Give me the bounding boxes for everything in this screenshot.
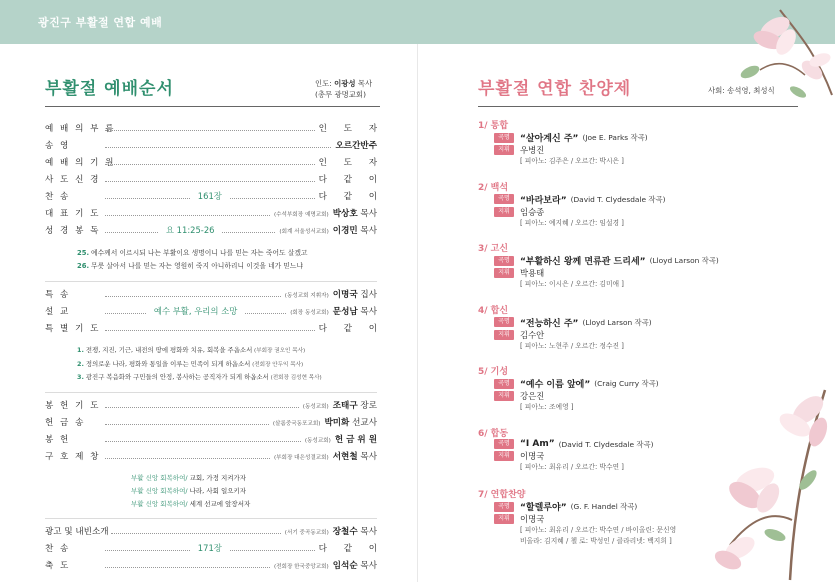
order-item-person bbox=[333, 305, 377, 317]
mc-info: 사회: 송석영, 최성식 bbox=[708, 86, 775, 95]
order-item bbox=[45, 288, 377, 305]
prayer-text: 전쟁, 지진, 기근, 내전의 땅에 평화와 치유, 회복을 주옵소서 bbox=[85, 346, 253, 354]
song-title-line bbox=[494, 254, 798, 267]
order-item-affiliation: (부회장 대은성결교회) bbox=[273, 454, 329, 461]
prayer-text: 정의로운 나라, 평화와 통일을 이루는 민족이 되게 하옵소서 bbox=[85, 359, 251, 368]
person-name: 이명국 bbox=[332, 290, 358, 300]
conductor-name: 임승종 bbox=[520, 206, 545, 217]
prayer-topics bbox=[45, 339, 377, 390]
dot-leader bbox=[222, 232, 275, 233]
order-item-person bbox=[319, 156, 384, 168]
accompanists-extra: 비올라: 김지혜 / 첼 로: 박성인 / 클라리넷: 백지희 ] bbox=[520, 537, 672, 545]
order-item-person bbox=[319, 122, 384, 134]
song-tag: 곡명 bbox=[494, 379, 514, 389]
person-title: 선교사 bbox=[349, 417, 377, 428]
slogan-line bbox=[131, 485, 377, 498]
order-item bbox=[45, 322, 384, 339]
person-name: 박미화 bbox=[324, 417, 350, 428]
order-item bbox=[45, 139, 377, 156]
song-title: “살아계신 주” bbox=[520, 134, 579, 144]
conductor-name: 박용태 bbox=[520, 268, 545, 278]
leader-info bbox=[315, 78, 405, 100]
order-item-label: 광고 및 내빈소개 bbox=[45, 526, 109, 537]
person-title: 목사 bbox=[357, 526, 377, 537]
leader-affiliation: (총무 광명교회) bbox=[315, 90, 366, 99]
person-name: 서현철 bbox=[332, 451, 358, 462]
dot-leader bbox=[105, 567, 270, 568]
order-item bbox=[45, 305, 377, 322]
order-item bbox=[45, 122, 384, 139]
order-item-person bbox=[333, 559, 377, 571]
song-title: “부활하신 왕께 면류관 드리세” bbox=[520, 257, 646, 267]
order-item-label: 특 송 bbox=[45, 290, 71, 300]
page-spine bbox=[417, 44, 418, 582]
verse-line bbox=[77, 260, 377, 273]
divider bbox=[45, 392, 377, 393]
slogan-lead: 부활 신앙 회복하여/ bbox=[131, 499, 188, 508]
song-entry bbox=[478, 118, 798, 180]
conductor-line bbox=[494, 144, 798, 156]
song-entry bbox=[478, 241, 798, 303]
leader-title: 목사 bbox=[355, 79, 373, 88]
responsive-slogans bbox=[45, 467, 377, 516]
song-title: “바라보라” bbox=[520, 195, 567, 206]
order-item-person bbox=[319, 173, 384, 185]
order-item-label: 설 교 bbox=[45, 307, 71, 317]
order-item bbox=[45, 173, 384, 190]
conductor-line bbox=[494, 267, 798, 279]
song-title: “할렐루야” bbox=[520, 503, 567, 513]
order-item bbox=[45, 450, 377, 467]
song-number: 5/ 기성 bbox=[478, 367, 509, 377]
order-item-person bbox=[335, 433, 377, 445]
order-item-label: 특 별 기 도 bbox=[45, 324, 101, 334]
header-title: 광진구 부활절 연합 예배 bbox=[38, 16, 163, 29]
order-item bbox=[45, 224, 377, 241]
song-composer: (Lloyd Larson 작곡) bbox=[582, 317, 652, 327]
verse-text: 무릇 살아서 나를 믿는 자는 영원히 죽지 아니하리니 이것을 네가 믿느냐 bbox=[91, 262, 304, 270]
conductor-tag: 지휘 bbox=[494, 207, 514, 217]
song-composer: (David T. Clydesdale 작곡) bbox=[558, 439, 654, 449]
dot-leader bbox=[105, 424, 269, 425]
order-item bbox=[45, 559, 377, 576]
dot-leader bbox=[105, 147, 331, 148]
order-item-label: 찬 송 bbox=[45, 192, 71, 202]
order-group-d bbox=[45, 525, 385, 576]
person-title: 목사 bbox=[357, 307, 378, 317]
song-tag: 곡명 bbox=[494, 133, 514, 143]
order-item-person bbox=[324, 416, 377, 428]
dot-leader bbox=[111, 533, 281, 534]
prayer-line bbox=[77, 344, 377, 358]
person-name: 다 같 이 bbox=[318, 192, 385, 202]
dot-leader bbox=[105, 313, 146, 314]
order-item-affiliation: (살롬중국동포교회) bbox=[272, 420, 321, 427]
order-item-detail: 171장 bbox=[197, 542, 222, 553]
order-item-affiliation: (수석부회장 예명교회) bbox=[273, 212, 329, 218]
prayer-number: 1. bbox=[77, 346, 84, 354]
dot-leader bbox=[105, 407, 299, 408]
conductor-tag: 지휘 bbox=[494, 514, 514, 524]
praise-festival-title: 부활절 연합 찬양제 bbox=[478, 79, 632, 99]
dot-leader bbox=[105, 296, 281, 297]
dot-leader bbox=[105, 441, 301, 442]
song-title: “전능하신 주” bbox=[520, 318, 579, 329]
divider bbox=[45, 518, 377, 519]
song-number: 2/ 백석 bbox=[478, 182, 509, 193]
prayer-line bbox=[77, 358, 377, 372]
song-composer: (G. F. Handel 작곡) bbox=[570, 502, 638, 511]
conductor-name: 강은진 bbox=[520, 391, 545, 401]
magnolia-top-icon bbox=[720, 0, 835, 110]
song-composer: (David T. Clydesdale 작곡) bbox=[570, 194, 666, 204]
scripture-verses bbox=[45, 241, 377, 279]
slogan-line bbox=[131, 498, 377, 511]
song-title: “I Am” bbox=[520, 439, 555, 449]
conductor-name: 이명국 bbox=[520, 450, 545, 461]
slogan-lead: 부활 신앙 회복하여/ bbox=[131, 486, 188, 495]
accompanists: [ 피아노: 조예영 ] bbox=[520, 403, 574, 411]
order-item-affiliation: (회계 서울성서교회) bbox=[279, 229, 329, 235]
order-item-affiliation: (동성교회) bbox=[304, 437, 331, 444]
order-item-affiliation: (동성교회 지휘자) bbox=[284, 293, 329, 299]
song-number: 4/ 합신 bbox=[478, 305, 509, 316]
verse-text: 예수께서 이르시되 나는 부활이요 생명이니 나를 믿는 자는 죽어도 살겠고 bbox=[91, 249, 308, 257]
order-item-label: 사 도 신 경 bbox=[45, 175, 101, 185]
order-item-person bbox=[333, 525, 377, 537]
song-title-line bbox=[494, 193, 798, 206]
order-item-label: 찬 송 bbox=[45, 543, 71, 554]
dot-leader bbox=[105, 198, 190, 199]
slogan-text: 세계 선교에 앞장서자 bbox=[187, 499, 251, 508]
accompanists: [ 피아노: 노현주 / 오르간: 정수진 ] bbox=[520, 341, 624, 350]
person-name: 장철수 bbox=[332, 526, 358, 537]
slogan-line bbox=[131, 472, 377, 485]
prayer-leader: (전회장 김성현 목사) bbox=[268, 375, 322, 381]
conductor-tag: 지휘 bbox=[494, 268, 514, 278]
prayer-text: 광진구 복음화와 구민들의 안정, 봉사하는 공직자가 되게 하옵소서 bbox=[85, 373, 269, 381]
dot-leader bbox=[105, 550, 190, 551]
order-item-label: 예 배 의 기 원 bbox=[45, 158, 116, 168]
person-title: 집사 bbox=[357, 290, 377, 300]
accompanists: [ 피아노: 예지혜 / 오르간: 임설경 ] bbox=[520, 218, 624, 227]
order-item-person bbox=[333, 207, 377, 219]
song-number: 7/ 연합찬양 bbox=[478, 490, 526, 500]
song-title: “예수 이름 앞에” bbox=[520, 380, 591, 390]
order-item-person bbox=[319, 190, 384, 202]
order-group-c bbox=[45, 399, 377, 467]
song-title-line bbox=[494, 316, 798, 329]
song-tag: 곡명 bbox=[494, 439, 514, 449]
person-name: 오르간반주 bbox=[335, 141, 377, 151]
person-name: 인 도 자 bbox=[318, 158, 384, 168]
order-item bbox=[45, 433, 377, 450]
accompanists: [ 피아노: 최유리 / 오르간: 박수연 / 바이올린: 문신영 bbox=[520, 526, 677, 534]
person-name: 임석순 bbox=[332, 560, 358, 571]
verse-number: 25. bbox=[77, 249, 90, 257]
accompanists: [ 피아노: 최유리 / 오르간: 박수연 ] bbox=[520, 462, 624, 471]
dot-leader bbox=[105, 130, 315, 131]
order-item-person bbox=[335, 139, 377, 151]
prayer-number: 2. bbox=[77, 359, 84, 368]
accompanists: [ 피아노: 이시은 / 오르간: 김미애 ] bbox=[520, 280, 624, 288]
conductor-name: 이명국 bbox=[520, 514, 545, 524]
order-item-affiliation: (서기 중곡동교회) bbox=[284, 529, 329, 536]
conductor-tag: 지휘 bbox=[494, 451, 514, 461]
order-item-label: 송 영 bbox=[45, 141, 71, 151]
conductor-name: 우병진 bbox=[520, 145, 545, 155]
slogan-lead: 부활 신앙 회복하여/ bbox=[131, 473, 188, 482]
dot-leader bbox=[230, 198, 315, 199]
dot-leader bbox=[230, 550, 315, 551]
prayer-number: 3. bbox=[77, 373, 84, 381]
dot-leader bbox=[245, 313, 286, 314]
dot-leader bbox=[105, 164, 315, 165]
order-item-detail: 161장 bbox=[197, 191, 222, 201]
order-item-affiliation: (전회장 한국중앙교회) bbox=[273, 563, 329, 570]
conductor-tag: 지휘 bbox=[494, 145, 514, 155]
song-composer: (Lloyd Larson 작곡) bbox=[649, 256, 719, 265]
person-name: 조태구 bbox=[332, 400, 358, 411]
order-item-label: 대 표 기 도 bbox=[45, 209, 101, 219]
dot-leader bbox=[105, 330, 315, 331]
person-title: 목사 bbox=[357, 226, 378, 236]
order-item-person bbox=[319, 322, 384, 334]
dot-leader bbox=[105, 181, 315, 182]
order-item bbox=[45, 525, 377, 542]
song-composer: (Joe E. Parks 작곡) bbox=[582, 133, 648, 142]
leader-name: 이광성 bbox=[334, 79, 356, 88]
person-name: 인 도 자 bbox=[318, 124, 384, 134]
accompanists: [ 피아노: 김주은 / 오르간: 박시은 ] bbox=[520, 157, 624, 165]
song-number: 6/ 합동 bbox=[478, 428, 509, 439]
person-title: 목사 bbox=[357, 451, 377, 462]
prayer-leader: (전회장 안두익 목사) bbox=[250, 361, 304, 368]
dot-leader bbox=[105, 215, 270, 216]
song-composer: (Craig Curry 작곡) bbox=[594, 379, 659, 388]
prayer-leader: (부회장 권오인 목사) bbox=[252, 348, 306, 354]
song-tag: 곡명 bbox=[494, 194, 514, 204]
song-number: 3/ 고신 bbox=[478, 244, 509, 254]
magnolia-bottom-icon bbox=[700, 370, 835, 582]
person-name: 다 같 이 bbox=[318, 543, 385, 554]
conductor-name: 김수안 bbox=[520, 329, 545, 340]
order-item-label: 예 배 의 부 름 bbox=[45, 124, 116, 134]
person-name: 문성남 bbox=[332, 307, 358, 317]
verse-line bbox=[77, 247, 377, 260]
order-item-affiliation: (동성교회) bbox=[302, 403, 329, 410]
dot-leader bbox=[105, 232, 158, 233]
person-name: 박상호 bbox=[332, 209, 358, 219]
prayer-line bbox=[77, 371, 377, 385]
order-group-b bbox=[45, 288, 384, 339]
order-item bbox=[45, 399, 377, 416]
person-title: 장로 bbox=[357, 400, 377, 411]
order-item bbox=[45, 156, 384, 173]
conductor-tag: 지휘 bbox=[494, 330, 514, 340]
order-item-label: 봉 헌 bbox=[45, 434, 71, 445]
verse-number: 26. bbox=[77, 262, 90, 270]
order-item-label: 구 호 제 창 bbox=[45, 451, 101, 462]
order-item bbox=[45, 207, 377, 224]
song-tag: 곡명 bbox=[494, 317, 514, 327]
order-item-label: 봉 헌 기 도 bbox=[45, 400, 101, 411]
leader-label: 인도: bbox=[315, 79, 335, 88]
song-tag: 곡명 bbox=[494, 256, 514, 266]
order-item bbox=[45, 416, 377, 433]
order-item bbox=[45, 190, 385, 207]
divider bbox=[45, 281, 377, 282]
order-item bbox=[45, 542, 385, 559]
song-number: 1/ 통합 bbox=[478, 121, 509, 131]
song-entry bbox=[478, 303, 798, 365]
order-item-person bbox=[333, 450, 377, 462]
slogan-text: 교회, 가정 지켜가자 bbox=[187, 473, 247, 482]
person-title: 목사 bbox=[357, 209, 377, 219]
song-tag: 곡명 bbox=[494, 502, 514, 512]
conductor-line bbox=[494, 206, 798, 218]
slogan-text: 나라, 사회 일으키자 bbox=[187, 486, 247, 495]
person-title: 목사 bbox=[357, 560, 377, 571]
worship-order-title: 부활절 예배순서 bbox=[45, 79, 174, 99]
dot-leader bbox=[105, 458, 270, 459]
order-of-service bbox=[45, 122, 385, 576]
order-item-label: 헌 금 송 bbox=[45, 417, 86, 428]
order-item-person bbox=[333, 288, 377, 300]
order-group-a bbox=[45, 122, 385, 241]
conductor-line bbox=[494, 329, 798, 341]
person-name: 다 같 이 bbox=[318, 324, 384, 334]
order-item-label: 성 경 봉 독 bbox=[45, 226, 101, 236]
title-divider bbox=[45, 106, 380, 107]
song-entry bbox=[478, 180, 798, 242]
order-item-affiliation: (회장 동성교회) bbox=[290, 310, 329, 316]
order-item-label: 축 도 bbox=[45, 560, 71, 571]
order-item-detail: 요 11:25-26 bbox=[165, 225, 215, 235]
order-item-person bbox=[319, 542, 384, 554]
order-item-person bbox=[333, 224, 377, 236]
conductor-tag: 지휘 bbox=[494, 391, 514, 401]
order-item-person bbox=[333, 399, 377, 411]
person-name: 헌 금 위 원 bbox=[334, 434, 377, 445]
order-item-detail: 예수 부활, 우리의 소망 bbox=[153, 306, 238, 316]
song-title-line bbox=[494, 131, 798, 144]
person-name: 다 같 이 bbox=[318, 175, 384, 185]
person-name: 이경민 bbox=[332, 226, 358, 236]
